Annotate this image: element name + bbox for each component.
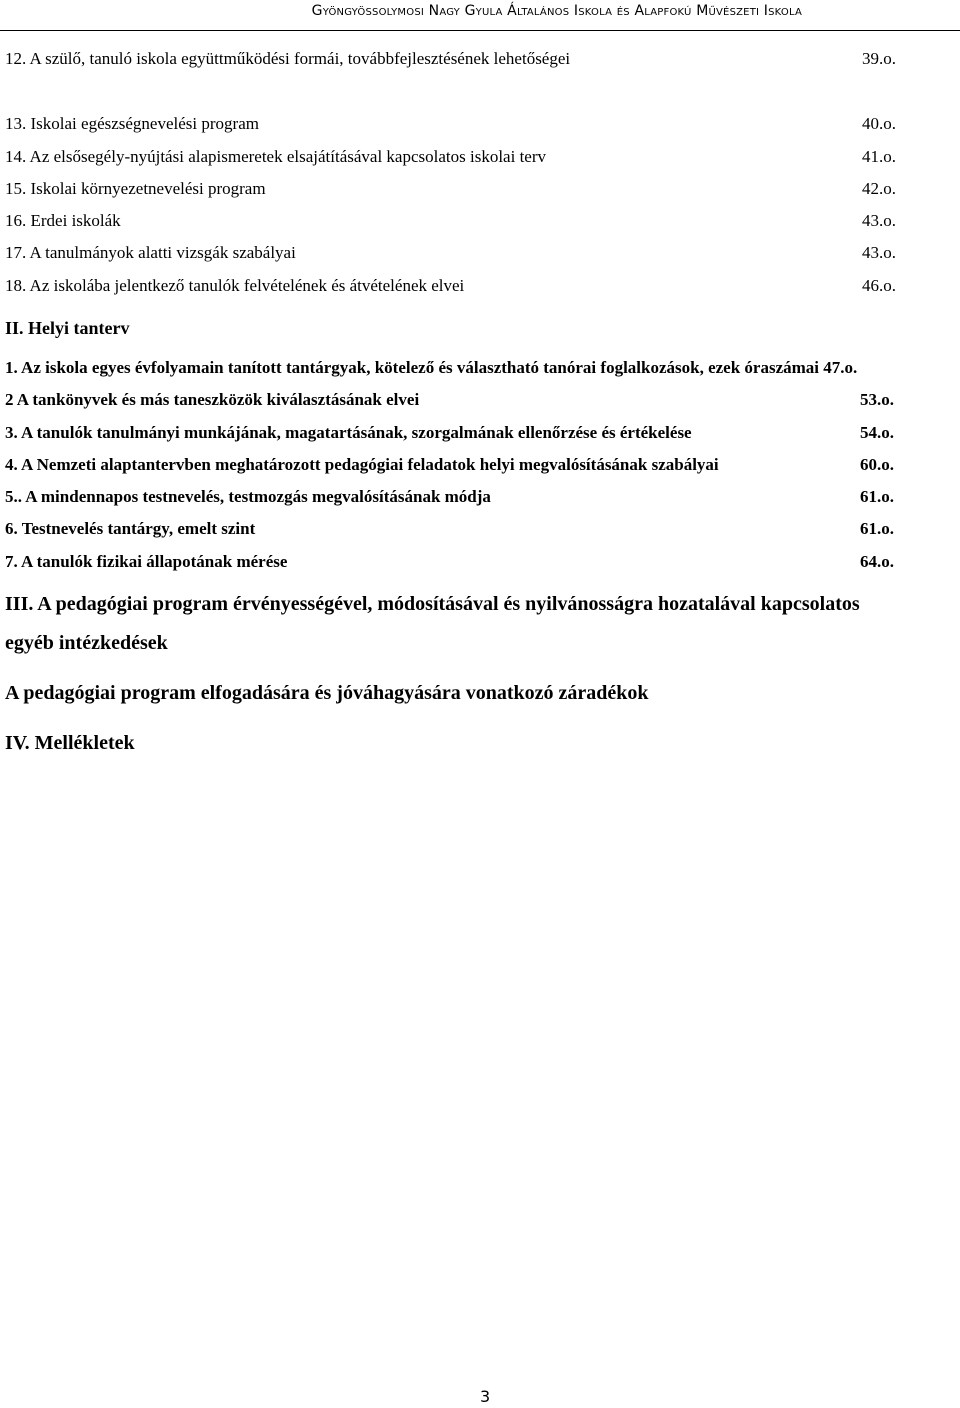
toc-page-ii-5: 61.o.	[860, 487, 894, 506]
section-heading-iii-line1[interactable]: III. A pedagógiai program érvényességével, módosításával és nyilvánosságra hozatalával kapcsolatos	[5, 593, 860, 615]
toc-page-15: 42.o.	[862, 179, 896, 198]
page-header	[0, 0, 960, 31]
section-heading-helyi-tanterv[interactable]: II. Helyi tanterv	[5, 318, 130, 338]
toc-entry-12[interactable]: 12. A szülő, tanuló iskola együttműködési formái, továbbfejlesztésének lehetőségei	[5, 49, 571, 68]
toc-entry-17[interactable]: 17. A tanulmányok alatti vizsgák szabályai	[5, 243, 296, 262]
toc-page-ii-2: 53.o.	[860, 390, 894, 409]
toc-page-13: 40.o.	[862, 114, 896, 133]
toc-page-18: 46.o.	[862, 276, 896, 295]
toc-page-ii-7: 64.o.	[860, 552, 894, 571]
toc-page-ii-6: 61.o.	[860, 519, 894, 538]
toc-entry-16[interactable]: 16. Erdei iskolák	[5, 211, 121, 230]
toc-entry-ii-6[interactable]: 6. Testnevelés tantárgy, emelt szint	[5, 519, 256, 538]
toc-entry-ii-3[interactable]: 3. A tanulók tanulmányi munkájának, magatartásának, szorgalmának ellenőrzése és értékelése	[5, 423, 692, 442]
toc-entry-18[interactable]: 18. Az iskolába jelentkező tanulók felvételének és átvételének elvei	[5, 276, 465, 295]
toc-page-ii-4: 60.o.	[860, 455, 894, 474]
toc-page-14: 41.o.	[862, 147, 896, 166]
toc-entry-ii-2[interactable]: 2 A tankönyvek és más taneszközök kiválasztásának elvei	[5, 390, 420, 409]
toc-page-12: 39.o.	[862, 49, 896, 68]
section-heading-iii-line2[interactable]: egyéb intézkedések	[5, 632, 168, 654]
closing-clauses-heading[interactable]: A pedagógiai program elfogadására és jóváhagyására vonatkozó záradékok	[5, 682, 649, 704]
section-heading-mellekletek[interactable]: IV. Mellékletek	[5, 732, 135, 754]
toc-page-ii-3: 54.o.	[860, 423, 894, 442]
toc-entry-14[interactable]: 14. Az elsősegély-nyújtási alapismeretek elsajátításával kapcsolatos iskolai terv	[5, 147, 547, 166]
toc-entry-15[interactable]: 15. Iskolai környezetnevelési program	[5, 179, 266, 198]
page-number: 3	[480, 1387, 491, 1406]
header-school-name: Gyöngyössolymosi Nagy Gyula Általános Iskola és Alapfokú Művészeti Iskola	[311, 3, 802, 19]
toc-entry-ii-7[interactable]: 7. A tanulók fizikai állapotának mérése	[5, 552, 288, 571]
toc-entry-ii-5[interactable]: 5.. A mindennapos testnevelés, testmozgás megvalósításának módja	[5, 487, 491, 506]
toc-entry-ii-4[interactable]: 4. A Nemzeti alaptantervben meghatározott pedagógiai feladatok helyi megvalósításának szabályai	[5, 455, 719, 474]
toc-entry-13[interactable]: 13. Iskolai egészségnevelési program	[5, 114, 259, 133]
toc-page-17: 43.o.	[862, 243, 896, 262]
toc-entry-ii-1[interactable]: 1. Az iskola egyes évfolyamain tanított tantárgyak, kötelező és választható tanórai foglalkozások, ezek óraszámai 47.o.	[5, 358, 858, 377]
toc-page-16: 43.o.	[862, 211, 896, 230]
